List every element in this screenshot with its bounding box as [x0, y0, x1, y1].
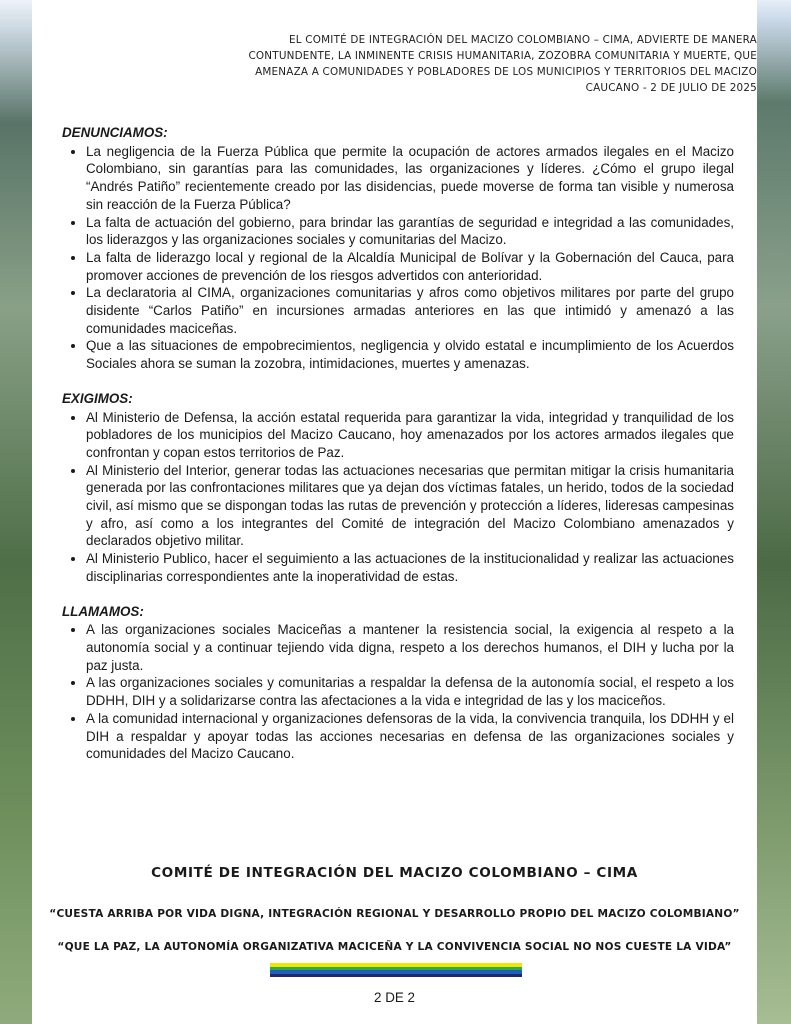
slogan-line: “CUESTA ARRIBA POR VIDA DIGNA, INTEGRACIÓN REGIONAL Y DESARROLLO PROPIO DEL MACIZO COLOMBIANO”	[49, 908, 740, 920]
list-item: • A las organizaciones sociales y comunitarias a respaldar la defensa de la autonomía social, el respeto a los DDHH, DIH y a solidarizarse contra las afectaciones a la vida e integridad de las y los maciceños.	[86, 674, 734, 709]
list-item: • La falta de liderazgo local y regional de la Alcaldía Municipal de Bolívar y la Gobernación del Cauca, para promover acciones de prevención de los riesgos advertidos con anterioridad.	[86, 249, 734, 284]
list-item: • La negligencia de la Fuerza Pública que permite la ocupación de actores armados ilegales en el Macizo Colombiano, sin garantías para las comunidades, las organizaciones y líderes. ¿Cómo el grupo ilegal “Andrés Patiño” recientemente creado por las disidencias, puede moverse de forma tan visible y numerosa sin reacción de la Fuerza Pública?	[86, 143, 734, 214]
list-item: • Que a las situaciones de empobrecimientos, negligencia y olvido estatal e incumplimiento de los Acuerdos Sociales ahora se suman la zozobra, intimidaciones, muertes y amenazas.	[86, 337, 734, 372]
section-title: EXIGIMOS:	[62, 390, 133, 406]
page-number: 2 DE 2	[374, 990, 415, 1005]
header-line: CAUCANO - 2 DE JULIO DE 2025	[585, 82, 757, 94]
document-header	[237, 32, 757, 96]
bullet-list	[62, 143, 734, 373]
header-line: CONTUNDENTE, LA INMINENTE CRISIS HUMANITARIA, ZOZOBRA COMUNITARIA Y MUERTE, QUE	[248, 50, 757, 62]
list-item: • La declaratoria al CIMA, organizaciones comunitarias y afros como objetivos militares por parte del grupo disidente “Carlos Patiño” en incursiones armadas anteriores en las que intimidó y amenazó a las comunidades maciceñas.	[86, 284, 734, 337]
section-llamamos	[62, 603, 734, 763]
list-item: • Al Ministerio Publico, hacer el seguimiento a las actuaciones de la institucionalidad y realizar las actuaciones disciplinarias correspondientes ante la inoperatividad de estas.	[86, 550, 734, 585]
bullet-list	[62, 409, 734, 586]
header-line: EL COMITÉ DE INTEGRACIÓN DEL MACIZO COLOMBIANO – CIMA, ADVIERTE DE MANERA	[289, 34, 757, 46]
list-item: • Al Ministerio del Interior, generar todas las actuaciones necesarias que permitan mitigar la crisis humanitaria generada por las confrontaciones militares que ya dejan dos víctimas fatales, un herido, todos de la sociedad civil, así mismo que se dispongan todas las rutas de prevención y protección a líderes, lideresas campesinas y afro, así como a los integrantes del Comité de integración del Macizo Colombiano amenazados y declarados objetivo militar.	[86, 462, 734, 551]
list-item: • Al Ministerio de Defensa, la acción estatal requerida para garantizar la vida, integridad y tranquilidad de los pobladores de los municipios del Macizo Caucano, hoy amenazados por los actores armados ilegales que confrontan y copan estos territorios de Paz.	[86, 409, 734, 462]
organization-title: COMITÉ DE INTEGRACIÓN DEL MACIZO COLOMBIANO – CIMA	[151, 865, 638, 881]
section-denunciamos	[62, 124, 734, 373]
flag-stripes-icon	[270, 963, 522, 977]
bullet-list	[62, 621, 734, 763]
section-title: DENUNCIAMOS:	[62, 125, 168, 140]
background-left-strip	[0, 0, 36, 1024]
list-item: • A la comunidad internacional y organizaciones defensoras de la vida, la convivencia tranquila, los DDHH y el DIH a respaldar y apoyar todas las acciones necesarias en defensa de las organizaciones sociales y comunidades del Macizo Caucano.	[86, 710, 734, 763]
flag-stripe	[270, 974, 522, 978]
list-item: • A las organizaciones sociales Maciceñas a mantener la resistencia social, la exigencia al respeto a la autonomía social y a continuar tejiendo vida digna, respeto a los derechos humanos, el DIH y lucha por la paz justa.	[86, 621, 734, 674]
section-exigimos	[62, 390, 734, 586]
document-body	[62, 124, 734, 763]
list-item: • La falta de actuación del gobierno, para brindar las garantías de seguridad e integridad a las comunidades, los liderazgos y las organizaciones sociales y comunitarias del Macizo.	[86, 214, 734, 249]
slogan-line: “QUE LA PAZ, LA AUTONOMÍA ORGANIZATIVA MACICEÑA Y LA CONVIVENCIA SOCIAL NO NOS CUESTE LA VIDA”	[57, 941, 732, 953]
header-line: AMENAZA A COMUNIDADES Y POBLADORES DE LOS MUNICIPIOS Y TERRITORIOS DEL MACIZO	[255, 66, 757, 78]
document-page	[32, 0, 757, 1024]
background-right-strip	[755, 0, 791, 1024]
section-title: LLAMAMOS:	[62, 603, 144, 619]
